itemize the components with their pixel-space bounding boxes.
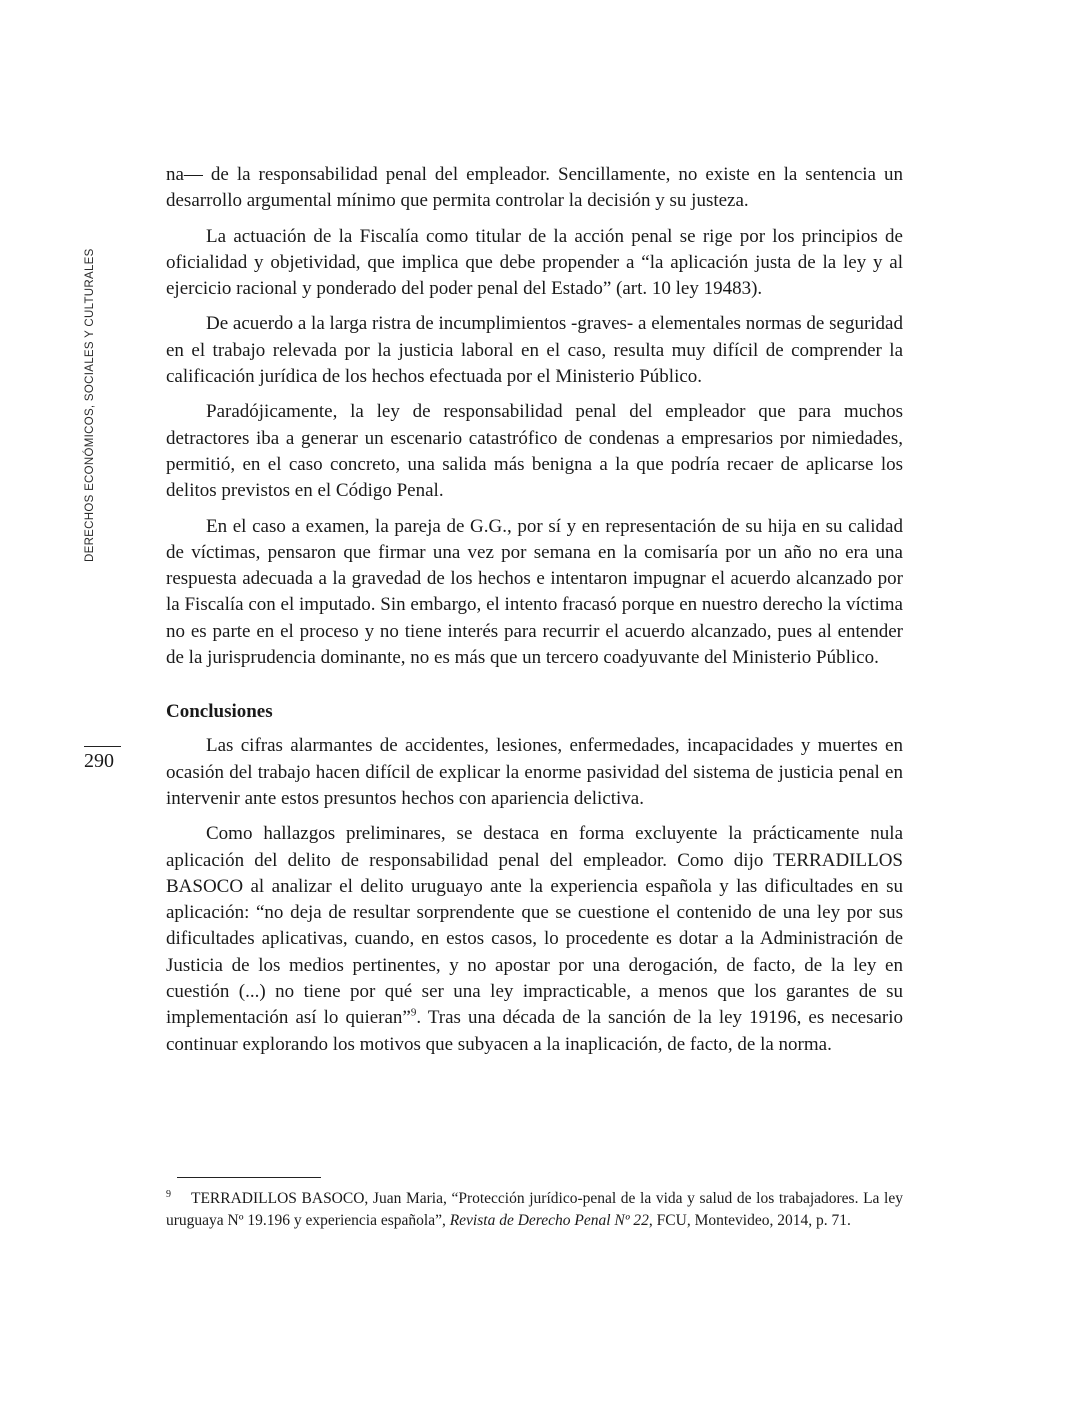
- page-number-rule: [84, 746, 121, 747]
- paragraph: [166, 821, 903, 1058]
- footnote-journal-title: Revista de Derecho Penal Nº 22: [449, 1212, 649, 1230]
- page-number: 290: [84, 750, 114, 772]
- footnote: [166, 1184, 903, 1232]
- paragraph: Las cifras alarmantes de accidentes, lesiones, enfermedades, incapacidades y muertes en ocasión del trabajo hacen difícil de explicar la enorme pasividad del sistema de justicia penal en intervenir ante estos presuntos hechos con apariencia delictiva.: [166, 735, 903, 809]
- paragraph: La actuación de la Fiscalía como titular de la acción penal se rige por los principios de oficialidad y objetividad, que implica que debe propender a “la aplicación justa de la ley y al ejercicio racional y ponderado del poder penal del Estado” (art. 10 ley 19483).: [166, 225, 903, 300]
- body-text: [166, 162, 903, 1067]
- running-head: DERECHOS ECONÓMICOS, SOCIALES Y CULTURALES: [84, 248, 96, 562]
- paragraph: En el caso a examen, la pareja de G.G., por sí y en representación de su hija en su calidad de víctimas, pensaron que firmar una vez por semana en la comisaría por un año no era una respuesta adecuada a la gravedad de los hechos e intentaron impugnar el acuerdo alcanzado por la Fiscalía con el imputado. Sin embargo, el intento fracasó porque en nuestro derecho la víctima no es parte en el proceso y no tiene interés para recurrir el acuerdo alcanzado, pues al entender de la jurisprudencia dominante, no es más que un tercero coadyuvante del Ministerio Público.: [166, 515, 903, 669]
- paragraph-text: . Tras una década de la sanción de la ley 19196, es necesario continuar explorando los motivos que subyacen a la inaplicación, de facto, de la norma.: [166, 1007, 903, 1055]
- paragraph: Paradójicamente, la ley de responsabilidad penal del empleador que para muchos detractores iba a generar un escenario catastrófico de condenas a empresarios por nimiedades, permitió, en el caso concreto, una salida más benigna a la que podría recaer de aplicarse los delitos previstos en el Código Penal.: [166, 401, 903, 502]
- section-heading: Conclusiones: [166, 701, 273, 723]
- footnote-text: , FCU, Montevideo, 2014, p. 71.: [648, 1212, 851, 1230]
- footnote-rule: [177, 1177, 321, 1178]
- paragraph: De acuerdo a la larga ristra de incumplimientos -graves- a elementales normas de seguridad en el trabajo relevada por la justicia laboral en el caso, resulta muy difícil de comprender la calificación jurídica de los hechos efectuada por el Ministerio Público.: [166, 313, 903, 388]
- paragraph-text: Como hallazgos preliminares, se destaca en forma excluyente la prácticamente nula aplicación del delito de responsabilidad penal del empleador. Como dijo TERRADILLOS BASOCO al analizar el delito uruguayo ante la experiencia española y las dificultades en su aplicación: “no deja de resultar sorprendente que se cuestione el contenido de una ley por sus dificultades aplicativas, cuando, en estos casos, lo procedente es dotar a la Administración de Justicia de los medios pertinentes, y no apostar por una derogación, de facto, de la ley en cuestión (...) no tiene por qué ser una ley impracticable, a menos que los garantes de su implementación así lo quieran”: [166, 823, 903, 1029]
- footnote-reference[interactable]: 9: [410, 1006, 417, 1019]
- paragraph: na— de la responsabilidad penal del empleador. Sencillamente, no existe en la sentencia un desarrollo argumental mínimo que permita controlar la decisión y su justeza.: [166, 164, 903, 212]
- footnote-mark: 9: [166, 1189, 171, 1200]
- footnote-text: TERRADILLOS BASOCO, Juan Maria, “Protección jurídico-penal de la vida y salud de los trabajadores. La ley uruguaya Nº 19.196 y experiencia española”,: [166, 1190, 903, 1230]
